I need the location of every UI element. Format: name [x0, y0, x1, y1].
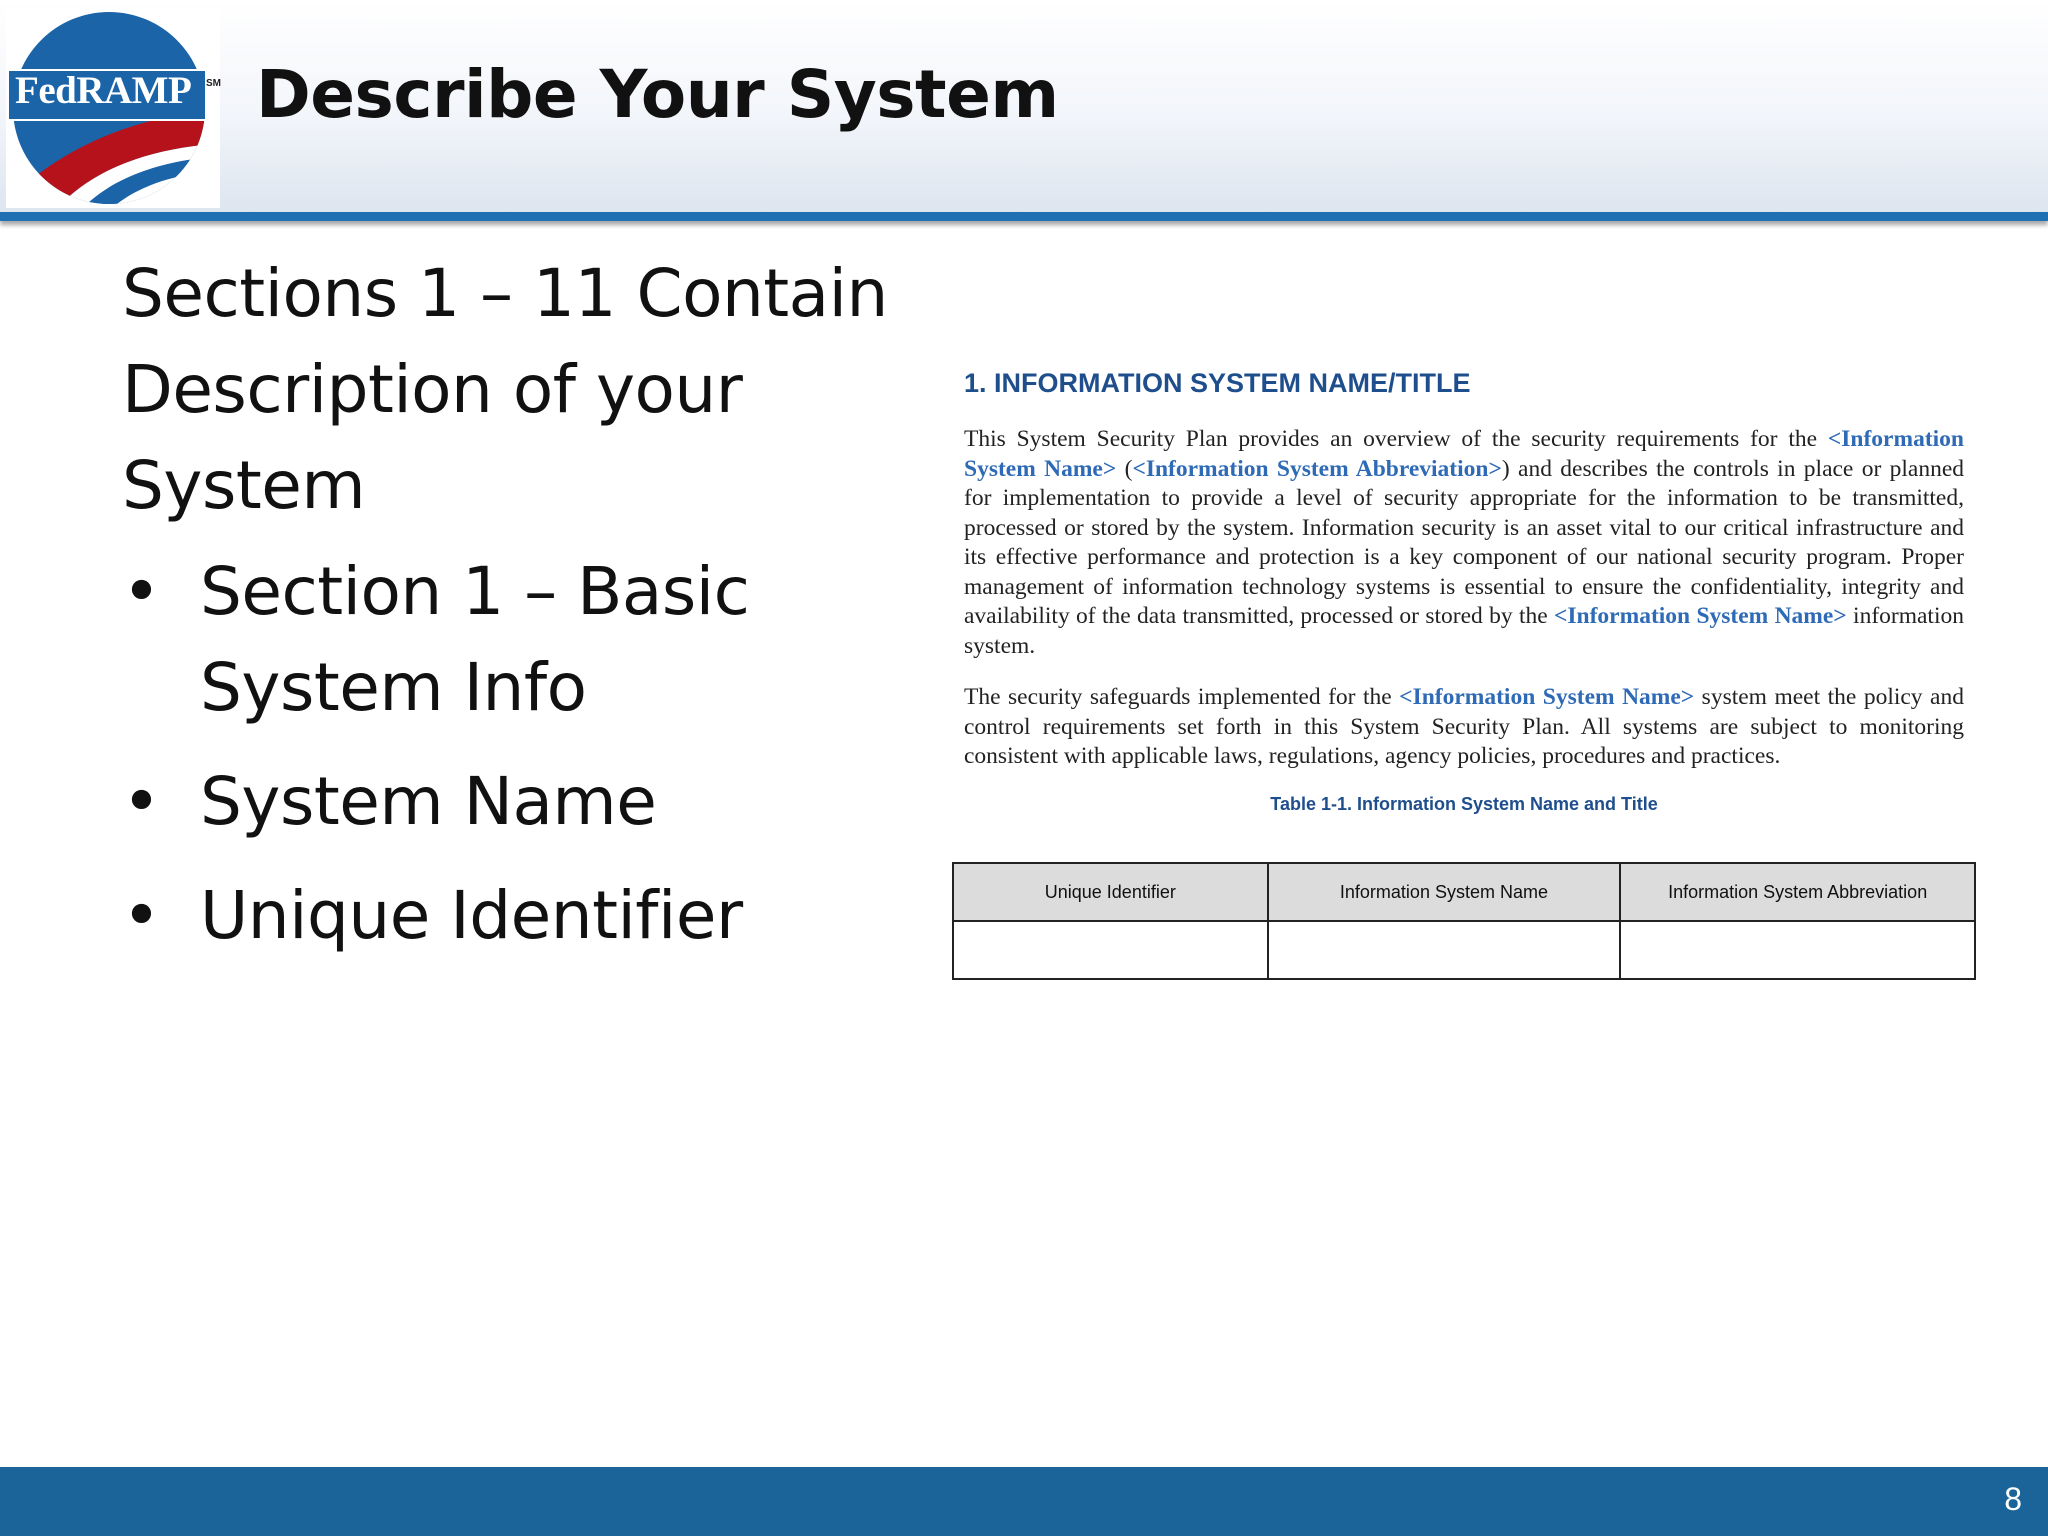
p1-text-d: information system. [964, 603, 1964, 659]
bullet-dot: • [122, 763, 161, 840]
bullet-dot: • [122, 877, 161, 954]
bullet-item [122, 754, 922, 850]
table-cell-system-abbreviation [1620, 921, 1975, 979]
bullet-text: System Name [200, 763, 657, 840]
table-header-system-name: Information System Name [1268, 863, 1621, 921]
p1-text-b: ( [1116, 455, 1133, 482]
bullet-list [122, 544, 922, 964]
lead-text: Sections 1 – 11 Contain Description of your System [122, 255, 888, 524]
bullet-item [122, 868, 922, 964]
bullet-dot: • [122, 553, 161, 630]
placeholder-system-abbreviation: <Information System Abbreviation> [1132, 455, 1502, 482]
header-divider [0, 212, 2048, 221]
p1-text-a: This System Security Plan provides an overview of the security requirements for the [964, 426, 1828, 452]
document-paragraph-2 [964, 683, 1964, 772]
table-row [953, 921, 1975, 979]
table-cell-system-name [1268, 921, 1621, 979]
table-header-row [953, 863, 1975, 921]
document-heading: 1. INFORMATION SYSTEM NAME/TITLE [964, 368, 1471, 398]
p1-text-c: ) and describes the controls in place or planned for implementation to provide a level of security appropriate for the information to be transmitted, processed or stored by the system. Information security is an asset vital to our critical infrastructure and its effective performance and protection is a key component of our national security program. Proper management of information technology systems is essential to ensure the confidentiality, integrity and availability of the data transmitted, processed or stored by the [964, 455, 1964, 629]
bullet-item [122, 544, 922, 736]
document-paragraph-1 [964, 425, 1964, 661]
slide-title: Describe Your System [256, 56, 1059, 133]
bullet-text: Section 1 – Basic System Info [200, 553, 750, 726]
document-excerpt [964, 368, 1964, 815]
slide-footer [0, 1467, 2048, 1536]
system-name-table [952, 862, 1976, 980]
logo-wordmark: FedRAMP [15, 69, 192, 112]
p2-text-b: system meet the policy and control requirements set forth in this System Security Plan. All systems are subject to monitoring consistent with applicable laws, regulations, agency policies, procedures and practices. [964, 684, 1964, 769]
slide-header [0, 0, 2048, 212]
p2-text-a: The security safeguards implemented for the [964, 684, 1400, 710]
table-caption: Table 1-1. Information System Name and Title [1270, 793, 1658, 814]
table-cell-unique-identifier [953, 921, 1268, 979]
table-header-unique-identifier: Unique Identifier [953, 863, 1268, 921]
table-header-system-abbreviation: Information System Abbreviation [1620, 863, 1975, 921]
placeholder-system-name: <Information System Name> [1399, 684, 1695, 710]
placeholder-system-name: <Information System Name> [964, 426, 1964, 482]
logo-service-mark: SM [206, 78, 221, 89]
page-number: 8 [2004, 1481, 2022, 1517]
placeholder-system-name: <Information System Name> [1554, 603, 1847, 629]
bullet-text: Unique Identifier [200, 877, 743, 954]
fedramp-logo [6, 8, 220, 208]
slide-body [122, 246, 922, 982]
